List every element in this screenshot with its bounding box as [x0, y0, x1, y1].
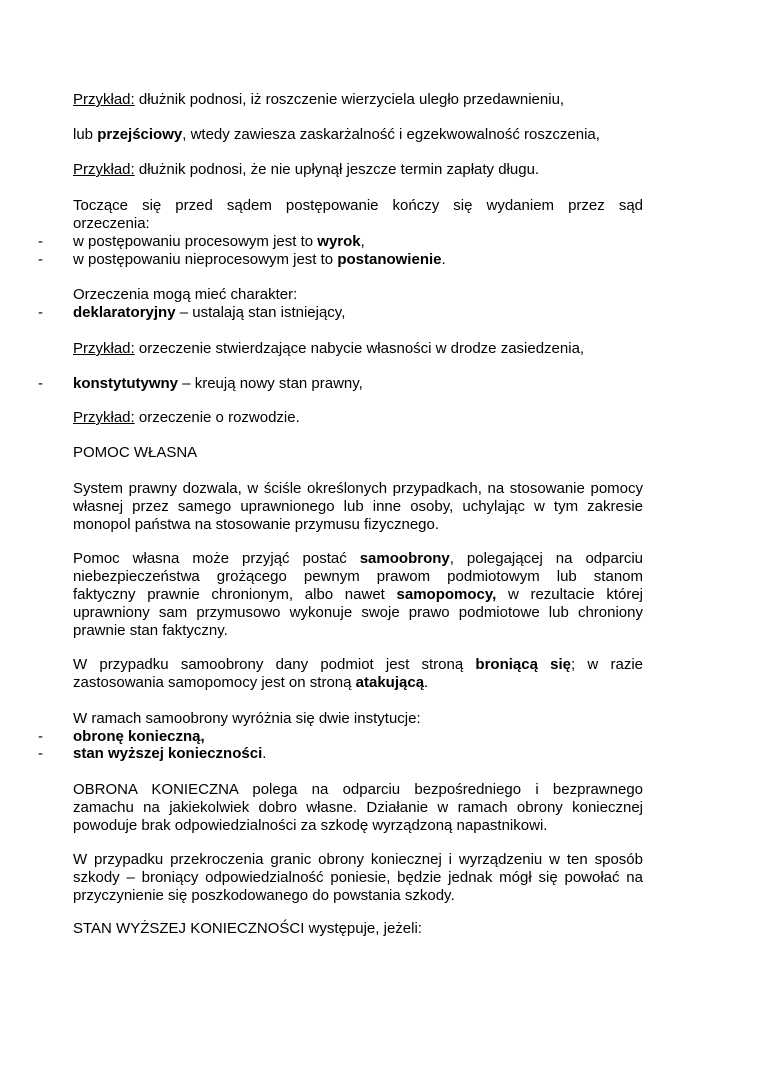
example-label: Przykład: [73, 409, 135, 426]
text-line [73, 656, 643, 674]
bold-term: deklaratoryjny [73, 304, 176, 321]
paragraph-stan: STAN WYŻSZEJ KONIECZNOŚCI występuje, jeżeli: [73, 920, 422, 937]
text-line: Toczące się przed sądem postępowanie kończy się wydaniem przez sąd [73, 197, 643, 214]
text-run: , wtedy zawiesza zaskarżalność i egzekwowalność roszczenia, [182, 126, 600, 143]
bold-term: postanowienie [337, 251, 442, 268]
list-dash: - [38, 304, 43, 321]
bold-term: konstytutywny [73, 375, 179, 392]
text-line: orzeczenia: [73, 215, 150, 232]
list-item [73, 745, 643, 763]
text-line: prawnie stan faktyczny. [73, 622, 228, 639]
text-run: w postępowaniu nieprocesowym jest to [73, 251, 338, 268]
text-line [73, 674, 643, 692]
text-run: . [441, 251, 446, 268]
bold-term: wyrok [317, 233, 361, 250]
example-paragraph [73, 340, 643, 358]
paragraph-toczace [73, 197, 643, 233]
paragraph-ramach: W ramach samoobrony wyróżnia się dwie instytucje: [73, 710, 421, 727]
text-line: szkody – broniący odpowiedzialność poniesie, będzie jednak mógł się powołać na [73, 869, 643, 886]
text-line: przyczynienie się poszkodowanego do powstania szkody. [73, 887, 455, 904]
example-label: Przykład: [73, 91, 135, 108]
text-run: . [424, 674, 429, 691]
example-label: Przykład: [73, 161, 135, 178]
example-text: orzeczenie stwierdzające nabycie własności w drodze zasiedzenia, [134, 340, 585, 357]
bold-term: broniącą się [475, 656, 572, 673]
example-text: dłużnik podnosi, iż roszczenie wierzyciela uległo przedawnieniu, [134, 91, 565, 108]
example-paragraph [73, 161, 643, 179]
example-paragraph [73, 91, 643, 109]
text-line [73, 586, 643, 604]
text-line: niebezpieczeństwa grożącego pewnym prawom podmiotowym lub stanom [73, 568, 643, 585]
text-run: , polegającej na odparciu [449, 550, 643, 567]
bold-term: samopomocy, [396, 586, 497, 603]
text-line: System prawny dozwala, w ściśle określonych przypadkach, na stosowanie pomocy [73, 480, 643, 497]
paragraph-obrona [73, 781, 643, 835]
example-paragraph [73, 409, 643, 427]
paragraph-przekroczenia [73, 851, 643, 905]
example-text: dłużnik podnosi, że nie upłynął jeszcze termin zapłaty długu. [134, 161, 540, 178]
list-item [73, 728, 643, 746]
text-line: monopol państwa na stosowanie przymusu fizycznego. [73, 516, 440, 533]
text-run: W przypadku samoobrony dany podmiot jest stroną [73, 656, 476, 673]
paragraph-przejsciowy [73, 126, 643, 144]
text-run: ; w razie [571, 656, 643, 673]
text-run: w postępowaniu procesowym jest to [73, 233, 318, 250]
paragraph-pomoc [73, 550, 643, 640]
list-dash: - [38, 745, 43, 762]
text-run: – kreują nowy stan prawny, [178, 375, 363, 392]
list-item [73, 375, 643, 393]
example-text: orzeczenie o rozwodzie. [134, 409, 300, 426]
text-run: w rezultacie której [496, 586, 643, 603]
text-line: OBRONA KONIECZNA polega na odparciu bezpośredniego i bezprawnego [73, 781, 643, 798]
list-item [73, 251, 643, 269]
list-item [73, 233, 643, 251]
section-heading: POMOC WŁASNA [73, 444, 198, 461]
text-run: zastosowania samopomocy jest on stroną [73, 674, 356, 691]
list-dash: - [38, 233, 43, 250]
bold-term: stan wyższej konieczności [73, 745, 263, 762]
example-label: Przykład: [73, 340, 135, 357]
bold-term: przejściowy [97, 126, 183, 143]
text-line: powoduje brak odpowiedzialności za szkodę wyrządzoną napastnikowi. [73, 817, 548, 834]
text-line: zamachu na jakiekolwiek dobro własne. Działanie w ramach obrony koniecznej [73, 799, 643, 816]
list-item [73, 304, 643, 322]
bold-term: obronę konieczną, [73, 728, 205, 745]
text-run: . [262, 745, 267, 762]
list-dash: - [38, 375, 43, 392]
text-run: faktyczny prawnie chronionym, albo nawet [73, 586, 397, 603]
text-run: lub [73, 126, 98, 143]
list-dash: - [38, 728, 43, 745]
paragraph-system [73, 480, 643, 534]
text-run: Pomoc własna może przyjąć postać [73, 550, 360, 567]
list-dash: - [38, 251, 43, 268]
text-line: W przypadku przekroczenia granic obrony koniecznej i wyrządzeniu w ten sposób [73, 851, 643, 868]
text-run: – ustalają stan istniejący, [175, 304, 346, 321]
text-line: uprawniony sam przymusowo wykonuje swoje prawo podmiotowe lub chroniony [73, 604, 643, 621]
paragraph-przypadku [73, 656, 643, 692]
text-run: , [360, 233, 365, 250]
text-line: własnej przez samego uprawnionego lub inne osoby, uchylając w tym zakresie [73, 498, 643, 515]
bold-term: samoobrony [359, 550, 450, 567]
bold-term: atakującą [355, 674, 425, 691]
paragraph-orzeczenia: Orzeczenia mogą mieć charakter: [73, 286, 298, 303]
text-line [73, 550, 643, 568]
